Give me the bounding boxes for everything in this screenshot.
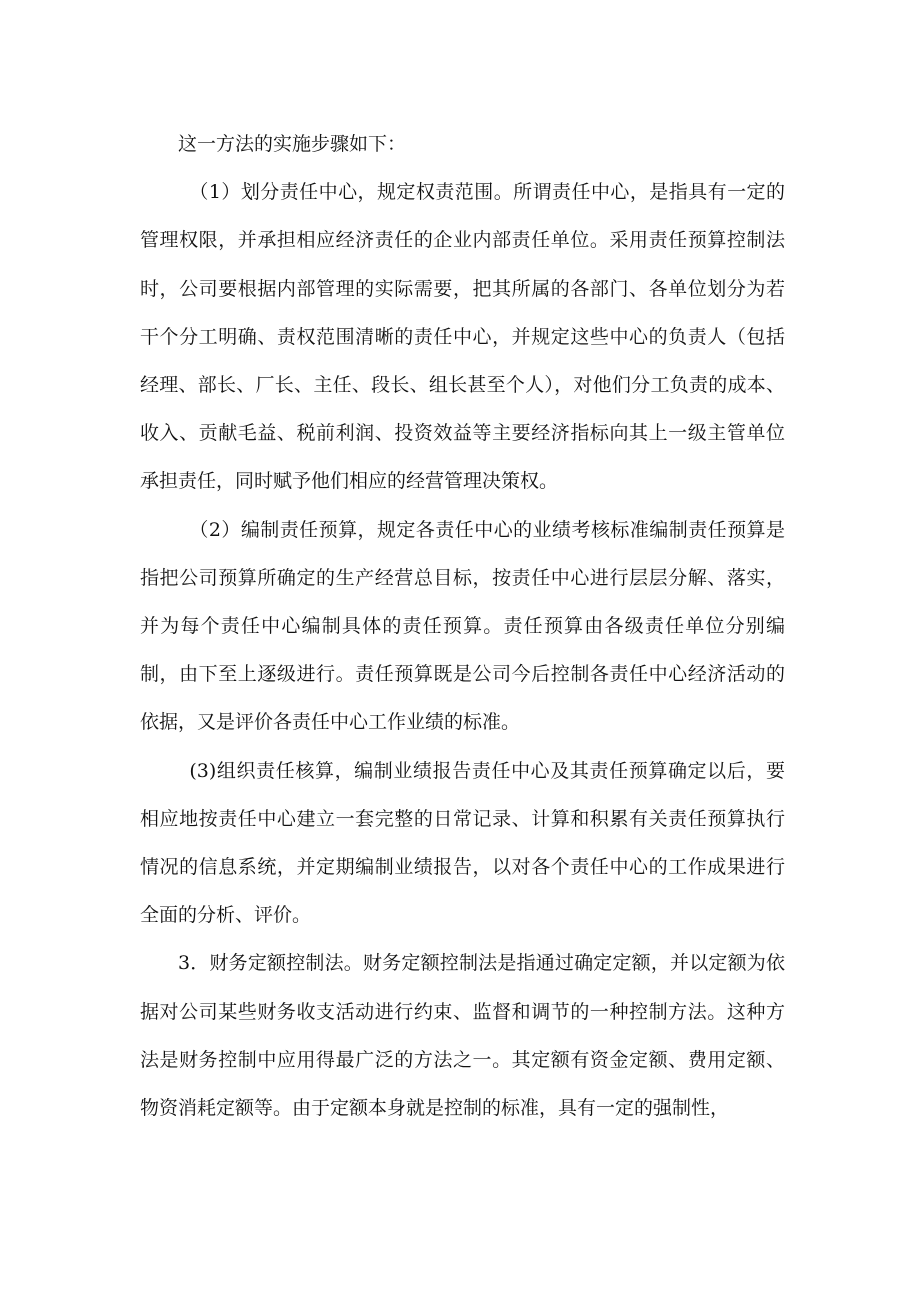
paragraph-step-2: （2）编制责任预算，规定各责任中心的业绩考核标准编制责任预算是指把公司预算所确定的生产经营总目标，按责任中心进行层层分解、落实，并为每个责任中心编制具体的责任预算。责任预算由各级责任单位分别编制，由下至上逐级进行。责任预算既是公司今后控制各责任中心经济活动的依据，又是评价各责任中心工作业绩的标准。 — [140, 518, 785, 734]
paragraph-method-3: 3．财务定额控制法。财务定额控制法是指通过确定定额，并以定额为依据对公司某些财务收支活动进行约束、监督和调节的一种控制方法。这种方法是财务控制中应用得最广泛的方法之一。其定额有资金定额、费用定额、物资消耗定额等。由于定额本身就是控制的标准，具有一定的强制性， — [140, 952, 785, 1120]
body-text — [140, 120, 785, 1132]
paragraph-step-3: (3)组织责任核算，编制业绩报告责任中心及其责任预算确定以后，要相应地按责任中心建立一套完整的日常记录、计算和积累有关责任预算执行情况的信息系统，并定期编制业绩报告，以对各个责任中心的工作成果进行全面的分析、评价。 — [140, 759, 785, 927]
paragraph-step-1: （1）划分责任中心，规定权责范围。所谓责任中心，是指具有一定的管理权限，并承担相应经济责任的企业内部责任单位。采用责任预算控制法时，公司要根据内部管理的实际需要，把其所属的各部门、各单位划分为若干个分工明确、责权范围清晰的责任中心，并规定这些中心的负责人（包括经理、部长、厂长、主任、段长、组长甚至个人），对他们分工负责的成本、收入、贡献毛益、税前利润、投资效益等主要经济指标向其上一级主管单位承担责任，同时赋予他们相应的经营管理决策权。 — [140, 181, 785, 493]
paragraph-intro: 这一方法的实施步骤如下： — [178, 133, 407, 155]
